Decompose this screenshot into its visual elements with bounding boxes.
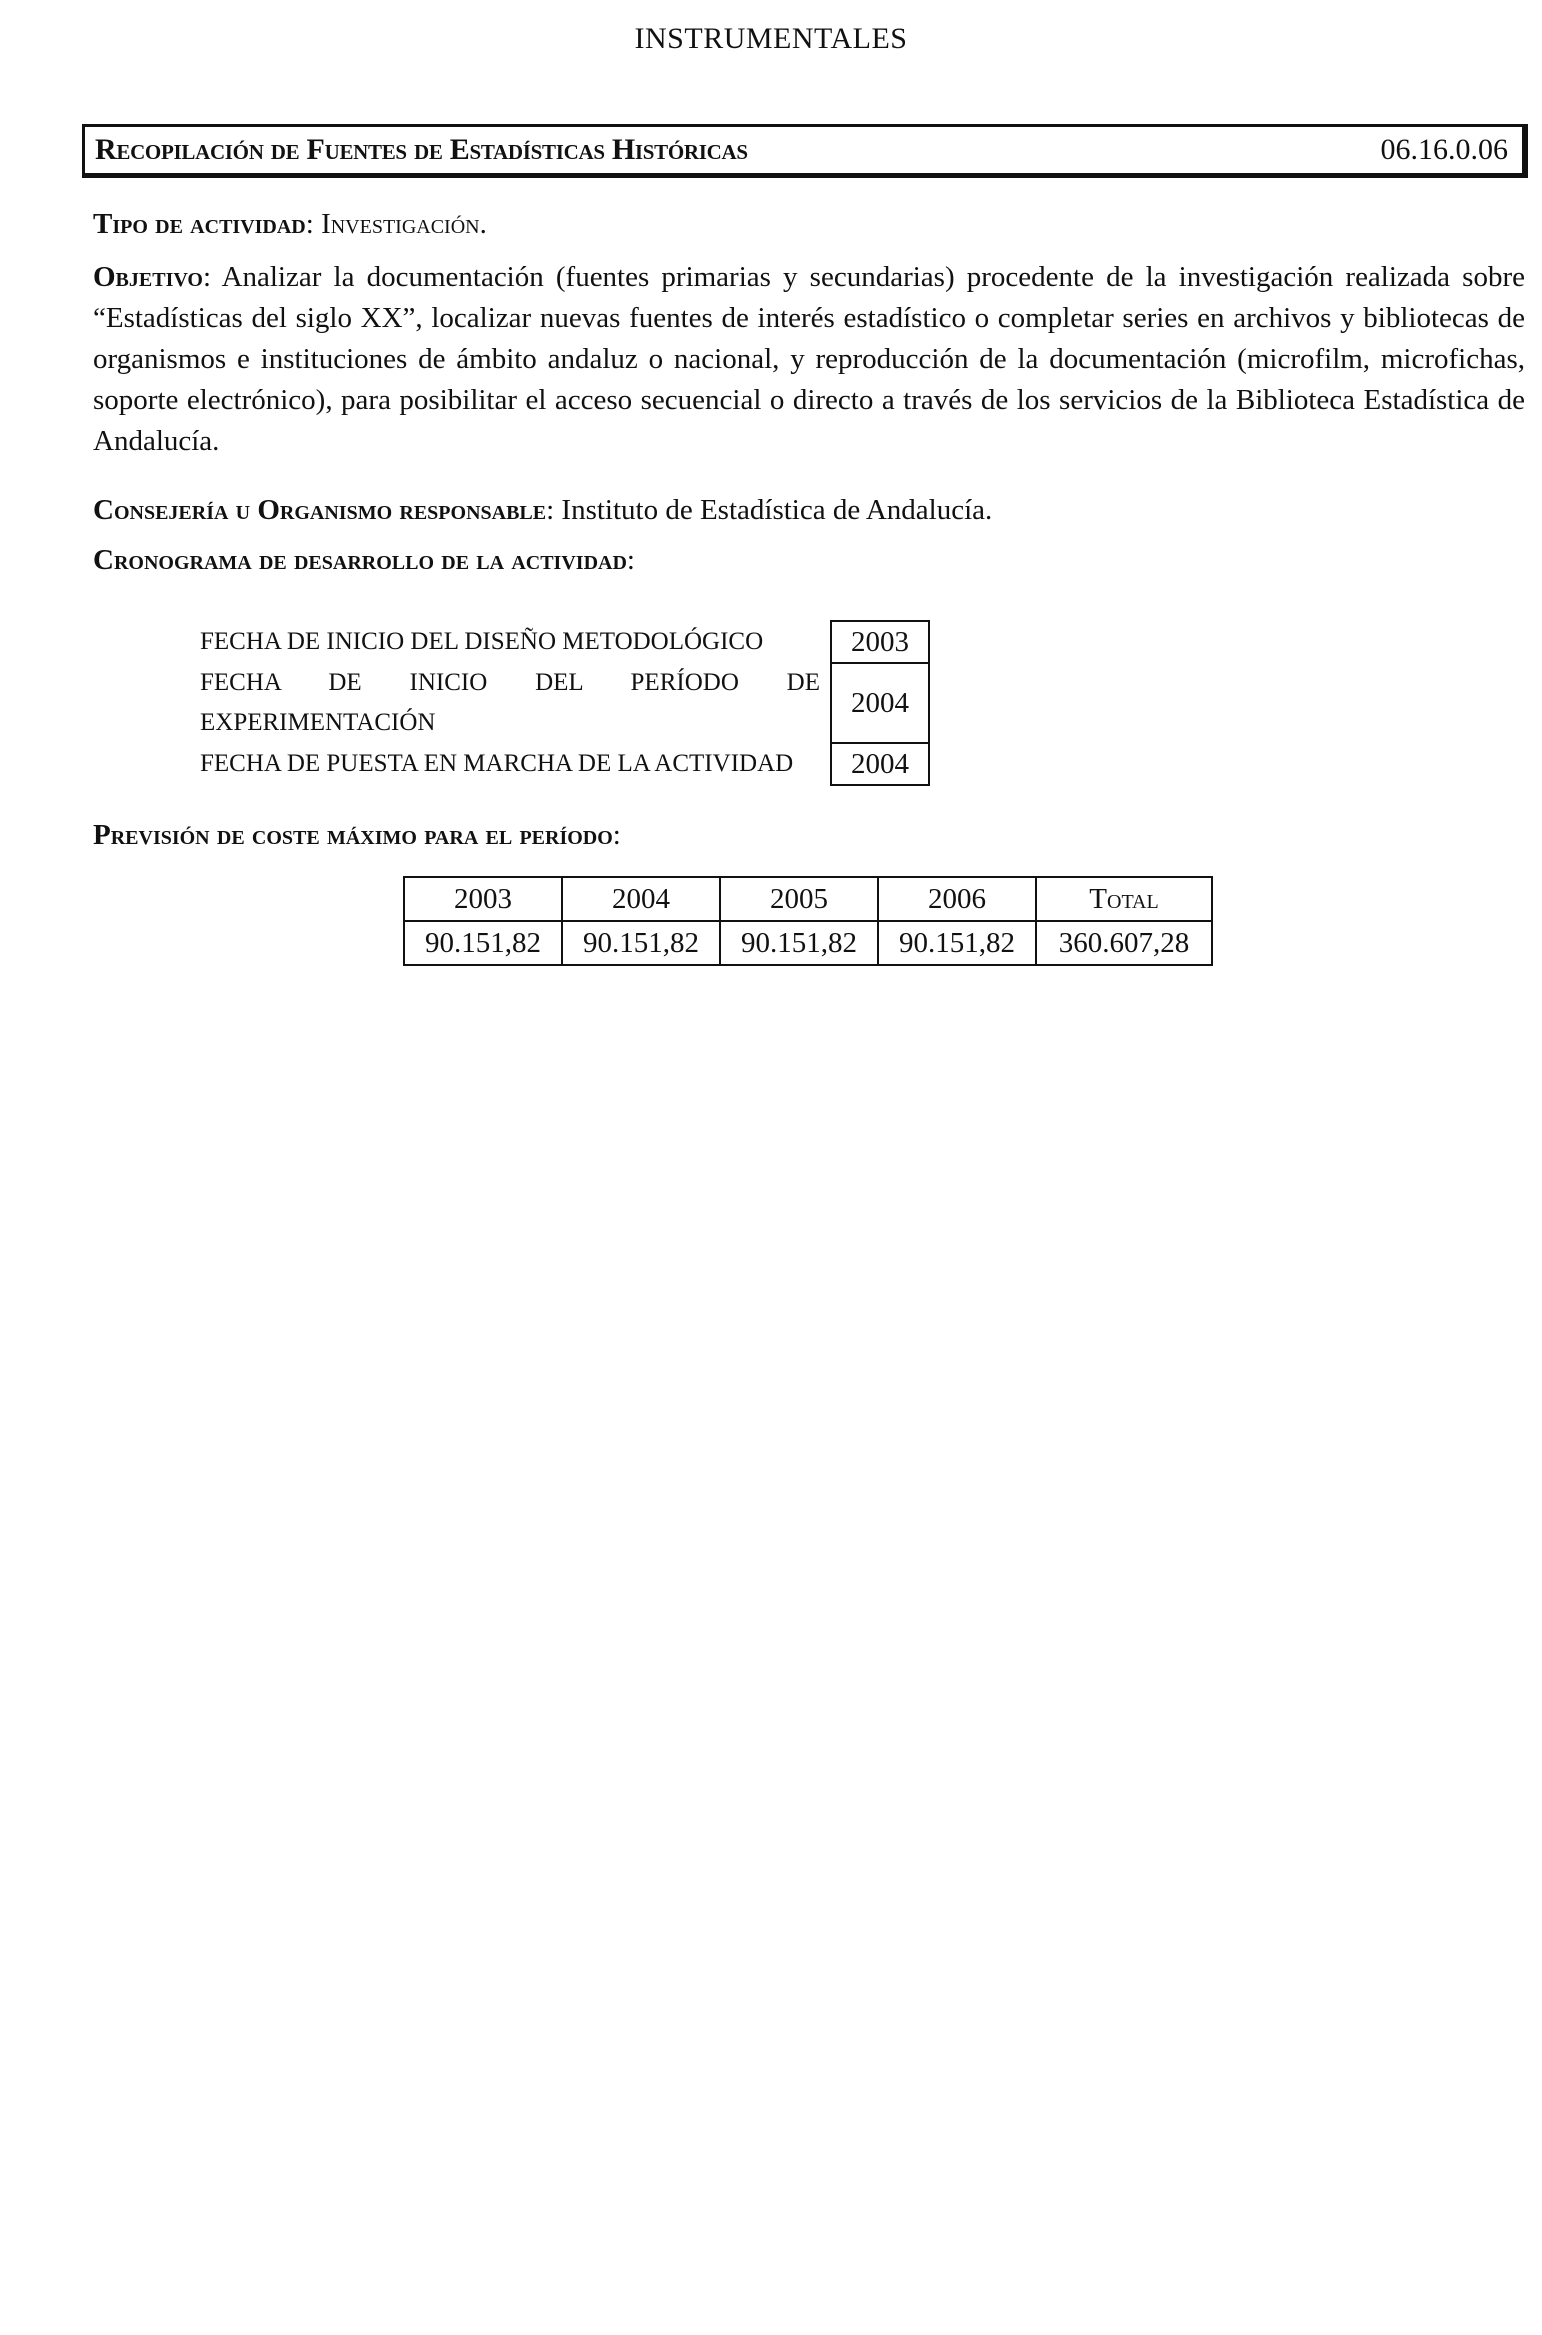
- activity-code: 06.16.0.06: [1380, 133, 1508, 166]
- cronograma-table: [200, 620, 930, 786]
- cronograma-table-wrap: [200, 620, 930, 786]
- coste-value-cell-total: 360.607,28: [1036, 921, 1212, 965]
- cronograma-row-value: 2004: [831, 743, 929, 785]
- tipo-label: Tipo de actividad: [93, 208, 306, 240]
- responsable-value: Instituto de Estadística de Andalucía.: [561, 494, 993, 526]
- coste-value-cell: 90.151,82: [562, 921, 720, 965]
- coste-header-cell: 2006: [878, 877, 1036, 921]
- cronograma-row: [200, 743, 929, 785]
- objetivo-text: Analizar la documentación (fuentes primarias y secundarias) procedente de la investigación realizada sobre “Estadísticas del siglo XX”, localizar nuevas fuentes de interés estadístico o completar series en archivos y bibliotecas de organismos e instituciones de ámbito andaluz o nacional, y reproducción de la documentación (microfilm, microfichas, soporte electrónico), para posibilitar el acceso secuencial o directo a través de los servicios de la Biblioteca Estadística de Andalucía.: [93, 261, 1525, 457]
- cronograma-row-label: FECHA DE PUESTA EN MARCHA DE LA ACTIVIDAD: [200, 750, 794, 777]
- objetivo-label: Objetivo: [93, 261, 203, 293]
- cronograma-row: [200, 621, 929, 663]
- activity-title-box: [82, 124, 1528, 178]
- activity-content: [93, 205, 1525, 579]
- cronograma-row: [200, 663, 929, 743]
- coste-header-cell: 2004: [562, 877, 720, 921]
- cronograma-row-value: 2004: [831, 663, 929, 743]
- coste-header-cell-total: Total: [1036, 877, 1212, 921]
- cronograma-row-value: 2003: [831, 621, 929, 663]
- coste-header-cell: 2005: [720, 877, 878, 921]
- page-header: INSTRUMENTALES: [634, 22, 908, 55]
- tipo-line: Tipo de actividad: Investigación.: [93, 208, 487, 240]
- coste-value-cell: 90.151,82: [878, 921, 1036, 965]
- coste-label: Previsión de coste máximo para el período: [93, 819, 613, 851]
- cronograma-row-label: FECHA DE INICIO DEL DISEÑO METODOLÓGICO: [200, 628, 764, 655]
- responsable-line: Consejería u Organismo responsable: Instituto de Estadística de Andalucía.: [93, 494, 993, 526]
- coste-header-row: [404, 877, 1212, 921]
- coste-header-cell: 2003: [404, 877, 562, 921]
- coste-heading: Previsión de coste máximo para el período:: [93, 819, 621, 851]
- tipo-value: Investigación.: [321, 208, 487, 240]
- coste-value-row: [404, 921, 1212, 965]
- coste-value-cell: 90.151,82: [720, 921, 878, 965]
- cronograma-label: Cronograma de desarrollo de la actividad: [93, 544, 627, 576]
- coste-table-wrap: [403, 876, 1213, 966]
- objetivo-paragraph: Objetivo: Analizar la documentación (fuentes primarias y secundarias) procedente de la investigación realizada sobre “Estadísticas del siglo XX”, localizar nuevas fuentes de interés estadístico o completar series en archivos y bibliotecas de organismos e instituciones de ámbito andaluz o nacional, y reproducción de la documentación (microfilm, microfichas, soporte electrónico), para posibilitar el acceso secuencial o directo a través de los servicios de la Biblioteca Estadística de Andalucía.: [93, 261, 1525, 457]
- coste-table: [403, 876, 1213, 966]
- responsable-label: Consejería u Organismo responsable: [93, 494, 547, 526]
- activity-title: Recopilación de Fuentes de Estadísticas Históricas: [95, 133, 748, 166]
- cronograma-heading: Cronograma de desarrollo de la actividad:: [93, 544, 635, 576]
- coste-value-cell: 90.151,82: [404, 921, 562, 965]
- cronograma-row-label: FECHA DE INICIO DEL PERÍODO DE EXPERIMENTACIÓN: [200, 669, 820, 736]
